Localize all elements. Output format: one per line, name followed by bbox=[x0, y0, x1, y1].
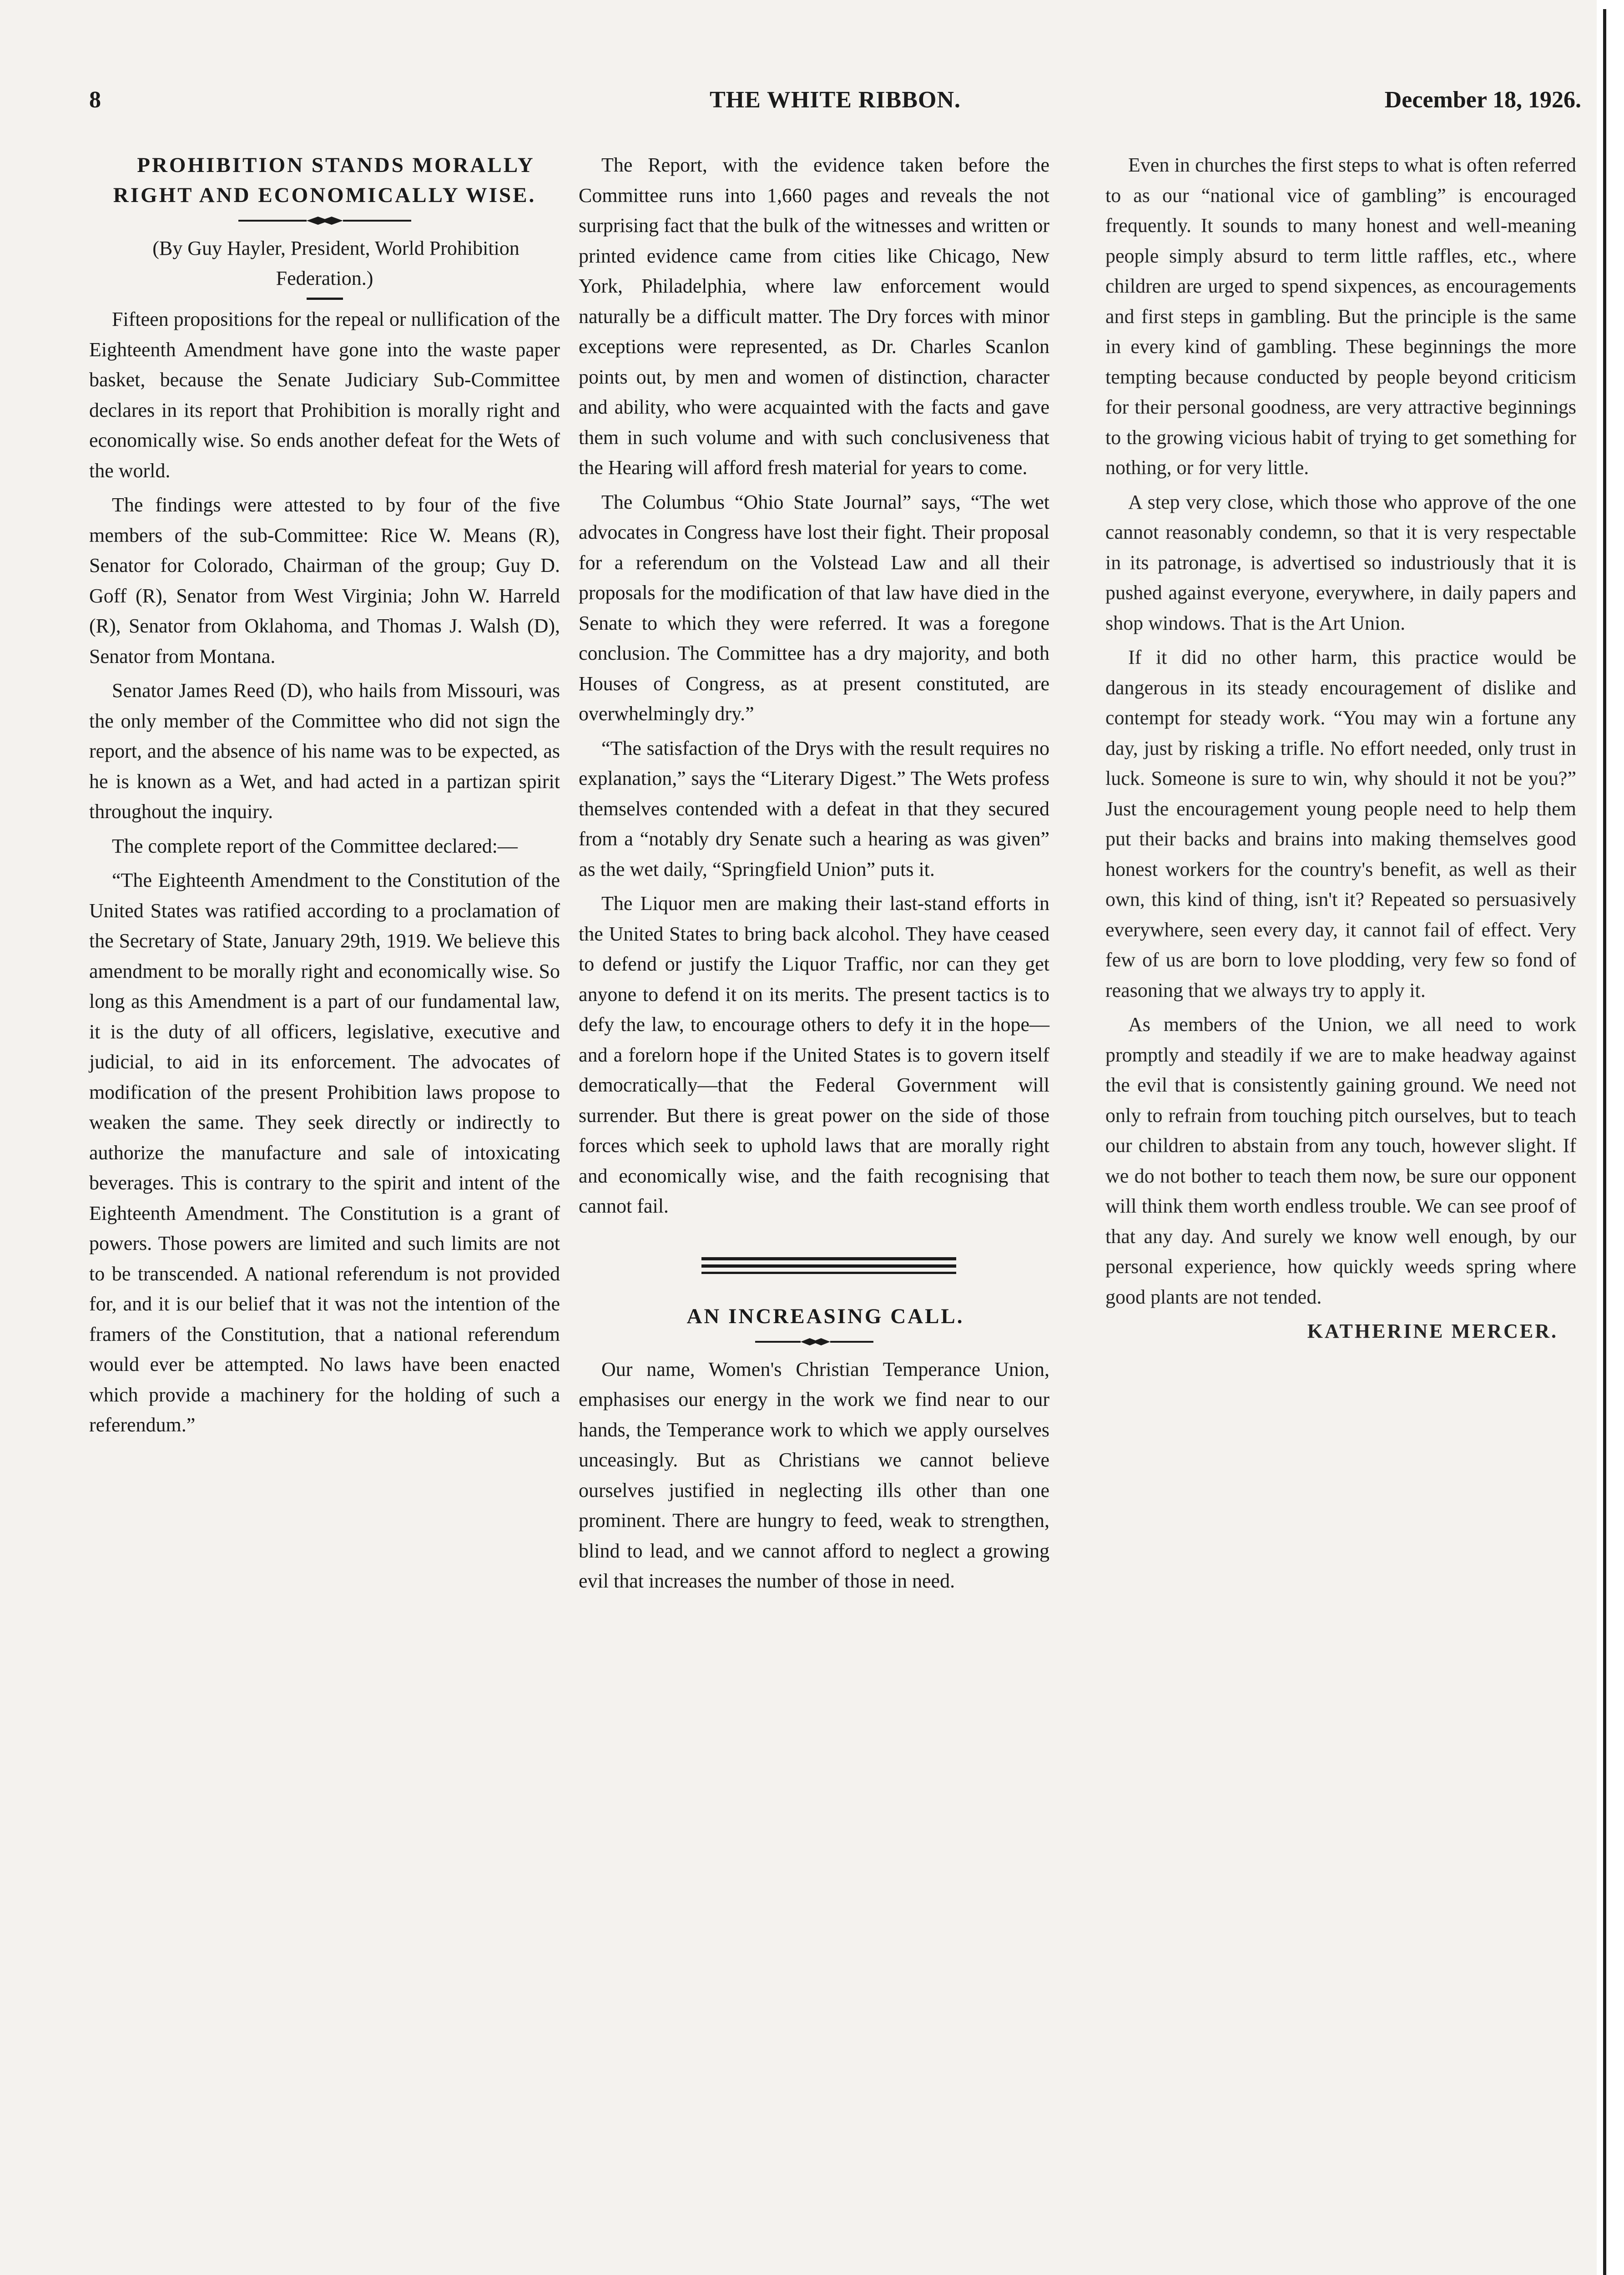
publication-title: THE WHITE RIBBON. bbox=[709, 87, 961, 113]
article-paragraph: Senator James Reed (D), who hails from Missouri, was the only member of the Committee who did not sign the report, and the absence of his name was to be expected, as he is known as a Wet, and had acted in a partizan spirit throughout the inquiry. bbox=[89, 679, 560, 823]
ornament-divider bbox=[728, 1335, 901, 1348]
article-headline: AN INCREASING CALL. bbox=[686, 1304, 964, 1328]
article-paragraph: The Columbus “Ohio State Journal” says, “The wet advocates in Congress have lost their fight. Their proposal for a referendum on the Volstead Law and all their proposals for the modification of that law have died in the Senate to which they were referred. It was a foregone conclusion. The Committee has a dry majority, and both Houses of Congress, as at present constituted, are overwhelmingly dry.” bbox=[579, 490, 1049, 725]
article-paragraph: Our name, Women's Christian Temperance Union, emphasises our energy in the work we find near to our hands, the Temperance work to which we apply ourselves unceasingly. But as Christians we cannot believe ourselves justified in neglecting ills other than one prominent. There are hungry to feed, weak to strengthen, blind to lead, and we cannot afford to neglect a growing evil that increases the number of those in need. bbox=[579, 1358, 1049, 1592]
article-paragraph: The complete report of the Committee declared:— bbox=[112, 834, 518, 857]
author-signature: KATHERINE MERCER. bbox=[1307, 1320, 1558, 1342]
ornament-divider bbox=[238, 214, 411, 227]
page-number: 8 bbox=[89, 87, 101, 113]
article-paragraph: The Liquor men are making their last-stand efforts in the United States to bring back alcohol. They have ceased to defend or justify the Liquor Traffic, nor can they get anyone to defend it on its merits. The present tactics is to defy the law, to encourage others to defy it in the hope—and a forelorn hope if the United States is to govern itself democratically—that the Federal Government will surrender. But there is great power on the side of those forces which seek to uphold laws that are morally right and economically wise, and the faith recognising that cannot fail. bbox=[579, 892, 1049, 1217]
article-paragraph: The findings were attested to by four of the five members of the sub-Committee: Rice W. Means (R), Senator for Colorado, Chairman of the group; Guy D. Goff (R), Senator from West Virginia; John W. Harreld (R), Senator from Oklahoma, and Thomas J. Walsh (D), Senator from Montana. bbox=[89, 494, 560, 667]
column-2 bbox=[579, 150, 1049, 1601]
article-paragraph: If it did no other harm, this practice would be dangerous in its steady encouragement of dislike and contempt for steady work. “You may win a fortune any day, just by risking a trifle. No effort needed, only trust in luck. Someone is sure to win, why should it not be you?” Just the encouragement young people need to help them put their backs and brains into making themselves good honest workers for the country's benefit, as well as their own, this kind of thing, isn't it? Repeated so persuasively everywhere, seen every day, it cannot fail of effect. Very few of us are born to love plodding, very few so fond of reasoning that we always try to apply it. bbox=[1105, 646, 1576, 1001]
column-3 bbox=[1105, 150, 1576, 1351]
scan-edge bbox=[1603, 9, 1606, 2275]
short-rule bbox=[307, 298, 343, 300]
article-paragraph: As members of the Union, we all need to work promptly and steadily if we are to make headway against the evil that is consistently gaining ground. We need not only to refrain from touching pitch ourselves, but to teach our children to abstain from any touch, however slight. If we do not bother to teach them now, be sure our opponent will think them worth endless trouble. We can see proof of that any day. And surely we know well enough, by our personal experience, how quickly weeds spring where good plants are not tended. bbox=[1105, 1013, 1576, 1308]
article-paragraph: “The Eighteenth Amendment to the Constitution of the United States was ratified according to a proclamation of the Secretary of State, January 29th, 1919. We believe this amendment to be morally right and economically wise. So long as this Amendment is a part of our fundamental law, it is the duty of all officers, legislative, executive and judicial, to aid in its enforcement. The advocates of modification of the present Prohibition laws propose to weaken the same. They seek directly or indirectly to authorize the manufacture and sale of intoxicating beverages. This is contrary to the spirit and intent of the Eighteenth Amendment. The Constitution is a grant of powers. Those powers are limited and such limits are not to be transcended. A national referendum is not provided for, and it is our belief that it was not the intention of the framers of the Constitution, that a national referendum would ever be attempted. No laws have been enacted which provide a machinery for the holding of such a referendum.” bbox=[89, 869, 560, 1436]
article-paragraph: Even in churches the first steps to what is often referred to as our “national vice of gambling” is encouraged frequently. It sounds to many honest and well-meaning people simply absurd to term little raffles, etc., where children are urged to spend sixpences, as encouragements and first steps in gambling. But the principle is the same in every kind of gambling. These beginnings the more tempting because conducted by people beyond criticism for their personal goodness, are very attractive beginnings to the growing vicious habit of trying to get something for nothing, or for very little. bbox=[1105, 154, 1576, 479]
column-1 bbox=[89, 150, 560, 1445]
article-separator bbox=[579, 1257, 1049, 1274]
article-headline: PROHIBITION STANDS MORALLY RIGHT AND ECONOMICALLY WISE. bbox=[113, 153, 536, 207]
article-paragraph: “The satisfaction of the Drys with the result requires no explanation,” says the “Literary Digest.” The Wets profess themselves contended with a defeat in that they secured from a “notably dry Senate such a hearing as was given” as the wet daily, “Springfield Union” puts it. bbox=[579, 737, 1049, 880]
article-paragraph: The Report, with the evidence taken before the Committee runs into 1,660 pages and reveals the not surprising fact that the bulk of the witnesses and written or printed evidence came from cities like Chicago, New York, Philadelphia, where law enforcement would naturally be a difficult matter. The Dry forces with minor exceptions were represented, as Dr. Charles Scanlon points out, by men and women of distinction, character and ability, who were acquainted with the facts and gave them in such volume and with such conclusiveness that the Hearing will afford fresh material for years to come. bbox=[579, 154, 1049, 479]
article-byline: (By Guy Hayler, President, World Prohibition Federation.) bbox=[152, 237, 519, 289]
article-paragraph: Fifteen propositions for the repeal or nullification of the Eighteenth Amendment have gone into the waste paper basket, because the Senate Judiciary Sub-Committee declares in its report that Prohibition is morally right and economically wise. So ends another defeat for the Wets of the world. bbox=[89, 308, 560, 482]
page-header bbox=[89, 86, 1581, 123]
article-paragraph: A step very close, which those who approve of the one cannot reasonably condemn, so that it is very respectable in its patronage, is advertised so industriously that it is pushed against everyone, everywhere, in daily papers and shop windows. That is the Art Union. bbox=[1105, 490, 1576, 634]
issue-date: December 18, 1926. bbox=[1384, 87, 1581, 113]
